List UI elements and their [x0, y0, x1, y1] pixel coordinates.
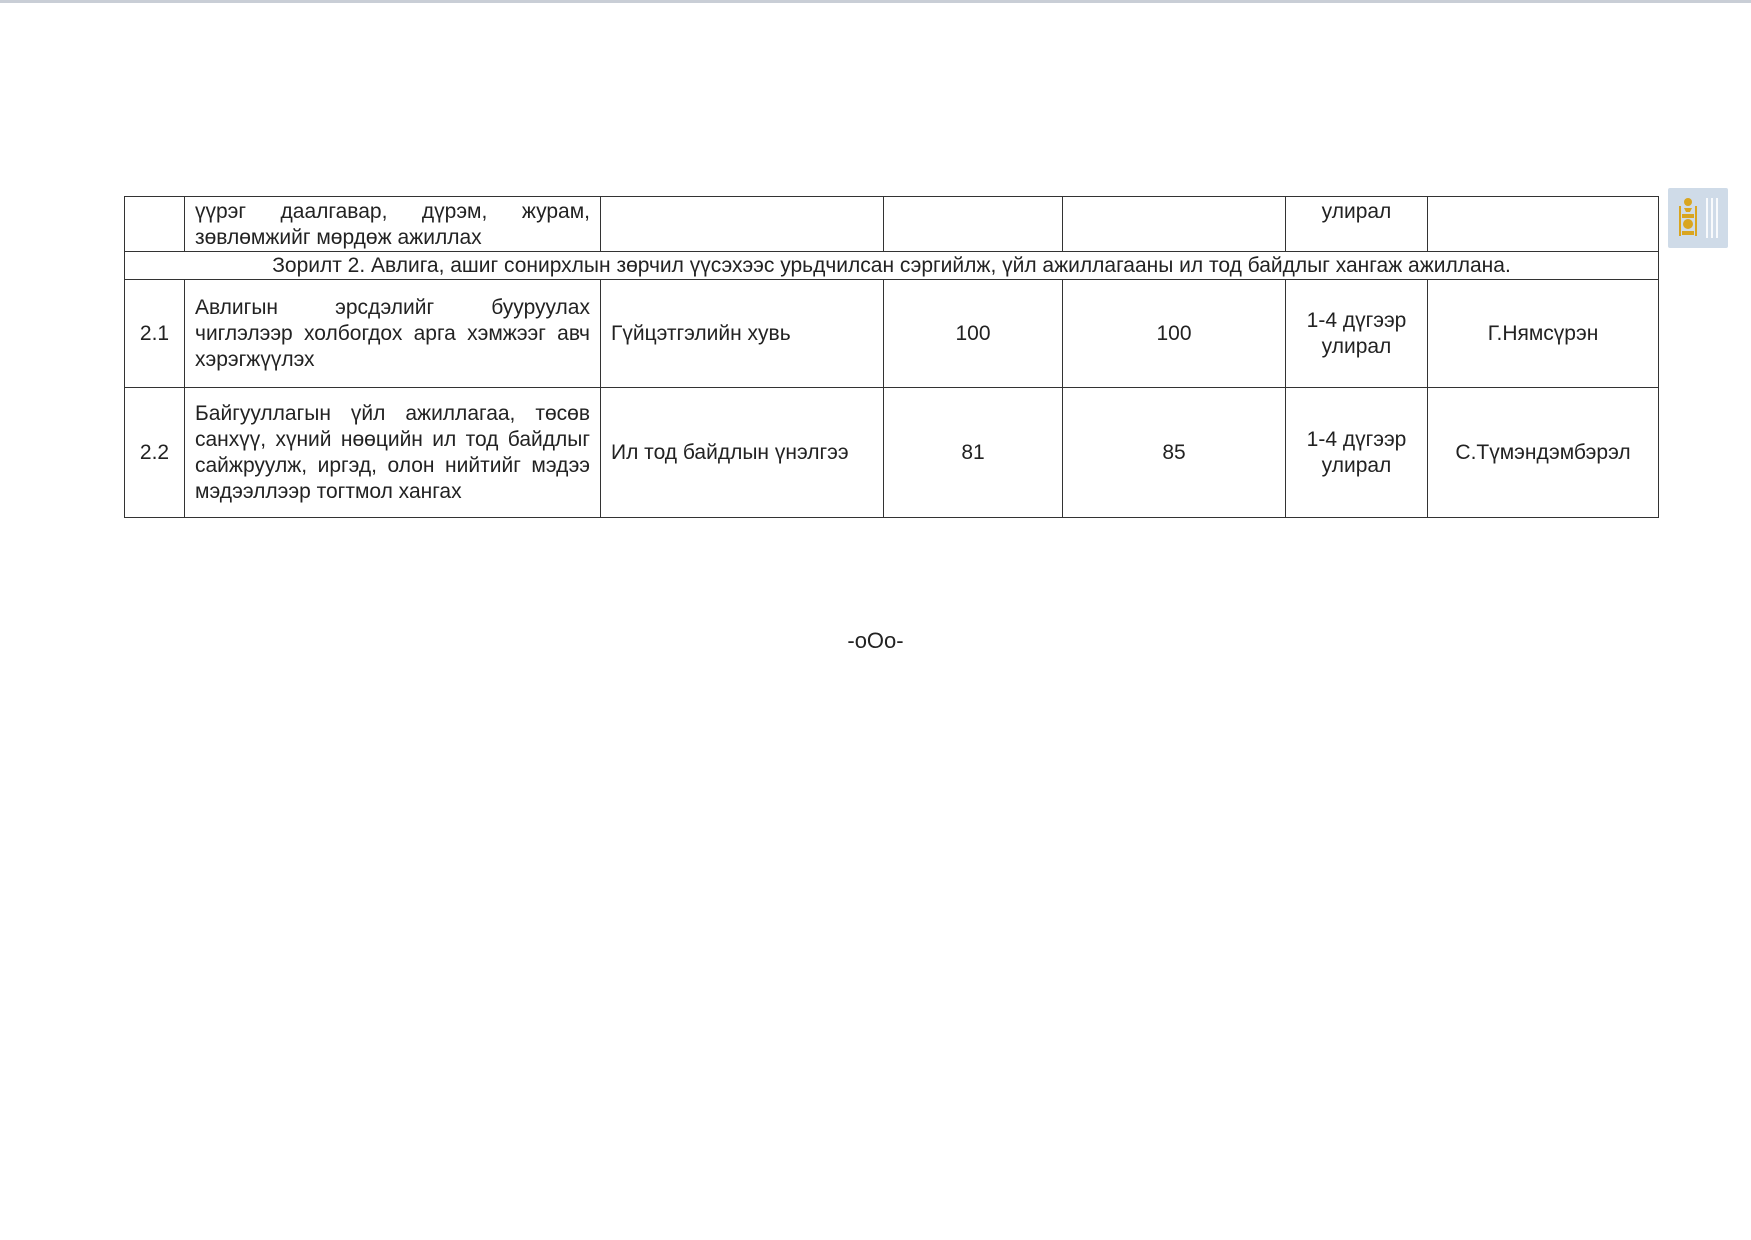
row-number	[125, 197, 185, 252]
goal-heading: Зорилт 2. Авлига, ашиг сонирхлын зөрчил үүсэхээс урьдчилсан сэргийлж, үйл ажиллагааны ил тод байдлыг хангаж ажиллана.	[125, 252, 1659, 280]
baseline-cell	[884, 197, 1063, 252]
timeline-cell: 1-4 дүгээр улирал	[1286, 280, 1428, 388]
soyombo-emblem-icon	[1668, 188, 1728, 248]
timeline-cell: улирал	[1286, 197, 1428, 252]
responsible-cell: С.Түмэндэмбэрэл	[1428, 388, 1659, 518]
baseline-cell: 81	[884, 388, 1063, 518]
row-number: 2.1	[125, 280, 185, 388]
baseline-cell: 100	[884, 280, 1063, 388]
scan-top-edge	[0, 0, 1751, 3]
row-number: 2.2	[125, 388, 185, 518]
target-cell	[1063, 197, 1286, 252]
activity-cell: Авлигын эрсдэлийг бууруулах чиглэлээр холбогдох арга хэмжээг авч хэрэгжүүлэх	[185, 280, 601, 388]
indicator-cell	[601, 197, 884, 252]
activity-cell: үүрэг даалгавар, дүрэм, журам, зөвлөмжийг мөрдөж ажиллах	[185, 197, 601, 252]
responsible-cell: Г.Нямсүрэн	[1428, 280, 1659, 388]
goal-row	[125, 252, 1659, 280]
government-seal	[1668, 188, 1728, 248]
indicator-cell: Ил тод байдлын үнэлгээ	[601, 388, 884, 518]
timeline-cell: 1-4 дүгээр улирал	[1286, 388, 1428, 518]
end-of-document-mark: -oOo-	[847, 628, 904, 653]
table-row-carryover	[125, 197, 1659, 252]
target-cell: 85	[1063, 388, 1286, 518]
responsible-cell	[1428, 197, 1659, 252]
table-row	[125, 388, 1659, 518]
activity-cell: Байгууллагын үйл ажиллагаа, төсөв санхүү, хүний нөөцийн ил тод байдлыг сайжруулж, иргэд, олон нийтийг мэдээ мэдээллээр тогтмол хангах	[185, 388, 601, 518]
indicator-cell: Гүйцэтгэлийн хувь	[601, 280, 884, 388]
target-cell: 100	[1063, 280, 1286, 388]
plan-table	[124, 196, 1659, 518]
table-row	[125, 280, 1659, 388]
